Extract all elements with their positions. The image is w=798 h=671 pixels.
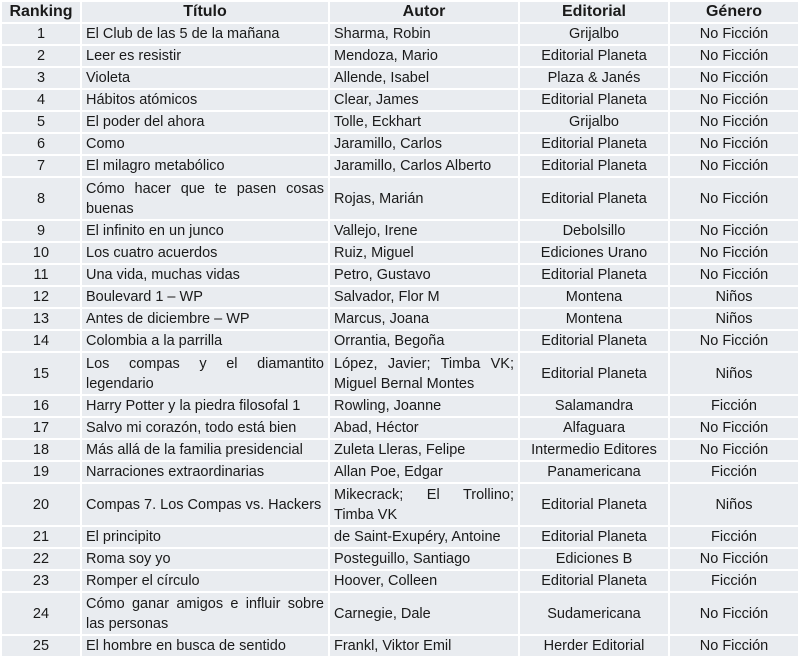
title-cell: Boulevard 1 – WP [81,286,329,308]
table-body [1,23,798,657]
publisher-cell: Montena [519,308,669,330]
author-cell: Marcus, Joana [329,308,519,330]
genre-cell: No Ficción [669,264,798,286]
ranking-cell: 9 [1,220,81,242]
ranking-cell: 8 [1,177,81,220]
author-cell: Clear, James [329,89,519,111]
ranking-cell: 21 [1,526,81,548]
title-cell: El principito [81,526,329,548]
publisher-cell: Intermedio Editores [519,439,669,461]
title-cell: Cómo hacer que te pasen cosas buenas [81,177,329,220]
title-cell: Los cuatro acuerdos [81,242,329,264]
author-cell: Rojas, Marián [329,177,519,220]
table-row [1,23,798,45]
table-row [1,133,798,155]
ranking-cell: 11 [1,264,81,286]
title-cell: Leer es resistir [81,45,329,67]
title-cell: El Club de las 5 de la mañana [81,23,329,45]
table-row [1,592,798,635]
ranking-cell: 13 [1,308,81,330]
author-cell: Tolle, Eckhart [329,111,519,133]
publisher-cell: Grijalbo [519,23,669,45]
ranking-cell: 5 [1,111,81,133]
ranking-cell: 22 [1,548,81,570]
table-row [1,570,798,592]
title-cell: Los compas y el diamantito legendario [81,352,329,395]
title-cell: Narraciones extraordinarias [81,461,329,483]
header-editorial: Editorial [519,1,669,23]
ranking-cell: 14 [1,330,81,352]
genre-cell: No Ficción [669,89,798,111]
title-cell: Más allá de la familia presidencial [81,439,329,461]
ranking-cell: 24 [1,592,81,635]
publisher-cell: Editorial Planeta [519,264,669,286]
author-cell: Zuleta Lleras, Felipe [329,439,519,461]
genre-cell: No Ficción [669,155,798,177]
ranking-cell: 17 [1,417,81,439]
table-row [1,242,798,264]
genre-cell: Ficción [669,395,798,417]
genre-cell: No Ficción [669,439,798,461]
publisher-cell: Editorial Planeta [519,177,669,220]
table-row [1,461,798,483]
author-cell: Abad, Héctor [329,417,519,439]
publisher-cell: Editorial Planeta [519,526,669,548]
publisher-cell: Montena [519,286,669,308]
table-row [1,439,798,461]
title-cell: Una vida, muchas vidas [81,264,329,286]
title-cell: El milagro metabólico [81,155,329,177]
author-cell: Carnegie, Dale [329,592,519,635]
publisher-cell: Editorial Planeta [519,483,669,526]
genre-cell: Niños [669,308,798,330]
author-cell: Rowling, Joanne [329,395,519,417]
table-row [1,155,798,177]
author-cell: Sharma, Robin [329,23,519,45]
publisher-cell: Panamericana [519,461,669,483]
table-row [1,177,798,220]
author-cell: Hoover, Colleen [329,570,519,592]
title-cell: Romper el círculo [81,570,329,592]
publisher-cell: Editorial Planeta [519,352,669,395]
title-cell: Compas 7. Los Compas vs. Hackers [81,483,329,526]
publisher-cell: Sudamericana [519,592,669,635]
publisher-cell: Editorial Planeta [519,89,669,111]
table-row [1,330,798,352]
ranking-cell: 15 [1,352,81,395]
genre-cell: Ficción [669,461,798,483]
title-cell: El poder del ahora [81,111,329,133]
publisher-cell: Debolsillo [519,220,669,242]
title-cell: Harry Potter y la piedra filosofal 1 [81,395,329,417]
ranking-cell: 16 [1,395,81,417]
table-row [1,67,798,89]
title-cell: El hombre en busca de sentido [81,635,329,657]
genre-cell: No Ficción [669,635,798,657]
ranking-cell: 2 [1,45,81,67]
genre-cell: No Ficción [669,330,798,352]
table-row [1,45,798,67]
genre-cell: No Ficción [669,177,798,220]
author-cell: Salvador, Flor M [329,286,519,308]
title-cell: Antes de diciembre – WP [81,308,329,330]
title-cell: Hábitos atómicos [81,89,329,111]
genre-cell: No Ficción [669,45,798,67]
author-cell: Jaramillo, Carlos Alberto [329,155,519,177]
author-cell: Frankl, Viktor Emil [329,635,519,657]
author-cell: López, Javier; Timba VK; Miguel Bernal Montes [329,352,519,395]
publisher-cell: Editorial Planeta [519,155,669,177]
publisher-cell: Editorial Planeta [519,330,669,352]
publisher-cell: Plaza & Janés [519,67,669,89]
genre-cell: No Ficción [669,220,798,242]
header-autor: Autor [329,1,519,23]
ranking-cell: 12 [1,286,81,308]
table-row [1,417,798,439]
table-row [1,308,798,330]
ranking-cell: 4 [1,89,81,111]
title-cell: Como [81,133,329,155]
genre-cell: No Ficción [669,242,798,264]
genre-cell: No Ficción [669,548,798,570]
ranking-cell: 23 [1,570,81,592]
title-cell: Cómo ganar amigos e influir sobre las personas [81,592,329,635]
ranking-cell: 1 [1,23,81,45]
genre-cell: Ficción [669,570,798,592]
author-cell: Jaramillo, Carlos [329,133,519,155]
genre-cell: No Ficción [669,23,798,45]
author-cell: Vallejo, Irene [329,220,519,242]
ranking-cell: 18 [1,439,81,461]
publisher-cell: Ediciones Urano [519,242,669,264]
title-cell: Colombia a la parrilla [81,330,329,352]
author-cell: Ruiz, Miguel [329,242,519,264]
table-row [1,111,798,133]
ranking-cell: 3 [1,67,81,89]
author-cell: Mendoza, Mario [329,45,519,67]
genre-cell: Ficción [669,526,798,548]
title-cell: Roma soy yo [81,548,329,570]
publisher-cell: Editorial Planeta [519,133,669,155]
author-cell: Allan Poe, Edgar [329,461,519,483]
publisher-cell: Herder Editorial [519,635,669,657]
publisher-cell: Editorial Planeta [519,45,669,67]
ranking-cell: 10 [1,242,81,264]
publisher-cell: Ediciones B [519,548,669,570]
genre-cell: No Ficción [669,417,798,439]
header-row [1,1,798,23]
genre-cell: Niños [669,286,798,308]
publisher-cell: Alfaguara [519,417,669,439]
genre-cell: No Ficción [669,592,798,635]
table-row [1,548,798,570]
publisher-cell: Salamandra [519,395,669,417]
table-row [1,89,798,111]
table-row [1,220,798,242]
table-row [1,635,798,657]
genre-cell: No Ficción [669,111,798,133]
header-genero: Género [669,1,798,23]
title-cell: Salvo mi corazón, todo está bien [81,417,329,439]
table-row [1,395,798,417]
genre-cell: Niños [669,483,798,526]
title-cell: El infinito en un junco [81,220,329,242]
title-cell: Violeta [81,67,329,89]
author-cell: Petro, Gustavo [329,264,519,286]
author-cell: de Saint-Exupéry, Antoine [329,526,519,548]
publisher-cell: Grijalbo [519,111,669,133]
ranking-cell: 6 [1,133,81,155]
genre-cell: No Ficción [669,67,798,89]
genre-cell: Niños [669,352,798,395]
ranking-cell: 19 [1,461,81,483]
author-cell: Mikecrack; El Trollino; Timba VK [329,483,519,526]
header-ranking: Ranking [1,1,81,23]
table-row [1,286,798,308]
ranking-cell: 7 [1,155,81,177]
table-row [1,264,798,286]
header-titulo: Título [81,1,329,23]
author-cell: Allende, Isabel [329,67,519,89]
genre-cell: No Ficción [669,133,798,155]
author-cell: Posteguillo, Santiago [329,548,519,570]
table-row [1,483,798,526]
table-row [1,352,798,395]
publisher-cell: Editorial Planeta [519,570,669,592]
ranking-cell: 25 [1,635,81,657]
author-cell: Orrantia, Begoña [329,330,519,352]
ranking-cell: 20 [1,483,81,526]
table-row [1,526,798,548]
